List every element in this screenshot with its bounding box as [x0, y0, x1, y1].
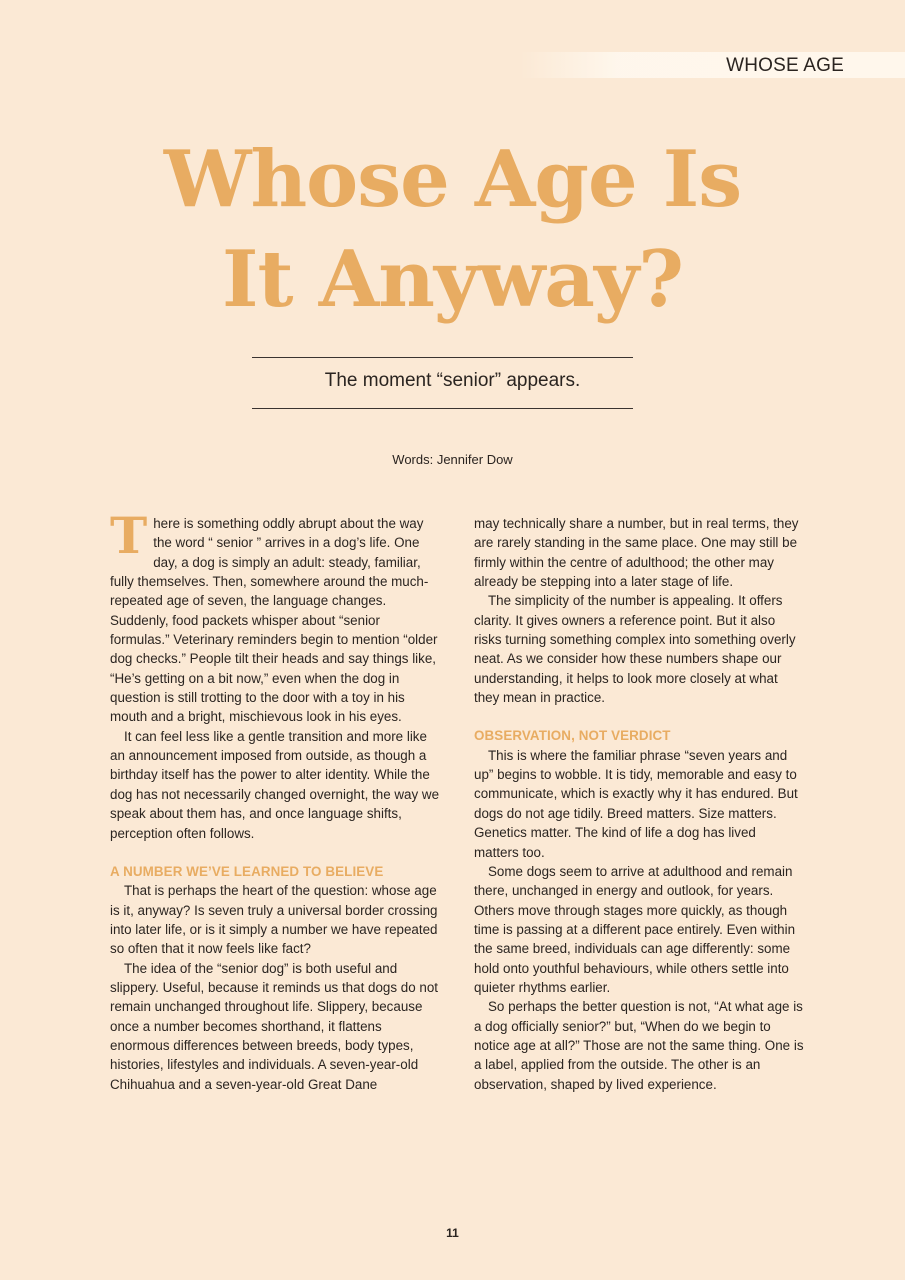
paragraph-9: So perhaps the better question is not, “At what age is a dog officially senior?” but, “When do we begin to notice age at all?” Those are not the same thing. One is a label, applied from the outside. The other is an observation, shaped by lived experience. — [474, 999, 804, 1092]
title-line-1: Whose Age Is — [163, 134, 742, 225]
page-number: 11 — [446, 1226, 459, 1240]
section-heading-1: A NUMBER WE’VE LEARNED TO BELIEVE — [110, 863, 384, 879]
article-column-left — [110, 506, 440, 1094]
article-column-right — [474, 514, 804, 1094]
article-subtitle: The moment “senior” appears. — [324, 370, 581, 391]
drop-cap: T — [110, 506, 148, 565]
paragraph-3: That is perhaps the heart of the question: whose age is it, anyway? Is seven truly a universal border crossing into later life, or is it simply a number we have repeated so often that it now feels like fact? — [110, 883, 438, 957]
paragraph-4: The idea of the “senior dog” is both useful and slippery. Useful, because it reminds us that dogs do not remain unchanged throughout life. Slippery, because once a number becomes shorthand, it flattens enormous differences between breeds, body types, histories, lifestyles and individuals. A seven-year-old Chihuahua and a seven-year-old Great Dane — [110, 960, 438, 1092]
subtitle-rule-bottom — [252, 408, 633, 409]
paragraph-1-text: here is something oddly abrupt about the way the word “ senior ” arrives in a dog’s life. One day, a dog is simply an adult: steady, familiar, fully themselves. Then, somewhere around the much-repeated age of seven, the language changes. Suddenly, food packets whisper about “senior formulas.” Veterinary reminders begin to mention “older dog checks.” People tilt their heads and say things like, “He’s getting on a bit now,” even when the dog in question is still trotting to the door with a toy in his mouth and a bright, mischievous look in his eyes. — [110, 516, 438, 725]
byline: Words: Jennifer Dow — [392, 452, 513, 467]
paragraph-6: The simplicity of the number is appealing. It offers clarity. It gives owners a reference point. But it also risks turning something complex into something overly neat. As we consider how these numbers shape our understanding, it helps to look more closely at what they mean in practice. — [474, 593, 796, 706]
title-line-2: It Anyway? — [222, 234, 683, 325]
section-label: WHOSE AGE — [726, 55, 844, 76]
paragraph-5: may technically share a number, but in real terms, they are rarely standing in the same place. One may still be firmly within the centre of adulthood; the other may already be stepping into a later stage of life. — [474, 516, 799, 590]
paragraph-1 — [110, 506, 440, 727]
section-tab — [520, 52, 905, 78]
subtitle-rule-top — [252, 357, 633, 358]
article-title — [0, 130, 905, 330]
paragraph-8: Some dogs seem to arrive at adulthood and remain there, unchanged in energy and outlook, for years. Others move through stages more quickly, as though time is passing at a different pace entirely. Even within the same breed, individuals can age differently: some hold onto youthful behaviours, while others settle into quieter rhythms earlier. — [474, 863, 796, 995]
paragraph-7: This is where the familiar phrase “seven years and up” begins to wobble. It is tidy, memorable and easy to communicate, which is exactly why it has endured. But dogs do not age tidily. Breed matters. Size matters. Genetics matter. The kind of life a dog has lived matters too. — [474, 747, 798, 860]
section-heading-2: OBSERVATION, NOT VERDICT — [474, 728, 671, 744]
paragraph-2: It can feel less like a gentle transition and more like an announcement imposed from outside, as though a birthday itself has the power to alter identity. While the dog has not necessarily changed overnight, the way we speak about them has, and once language shifts, perception often follows. — [110, 728, 440, 841]
